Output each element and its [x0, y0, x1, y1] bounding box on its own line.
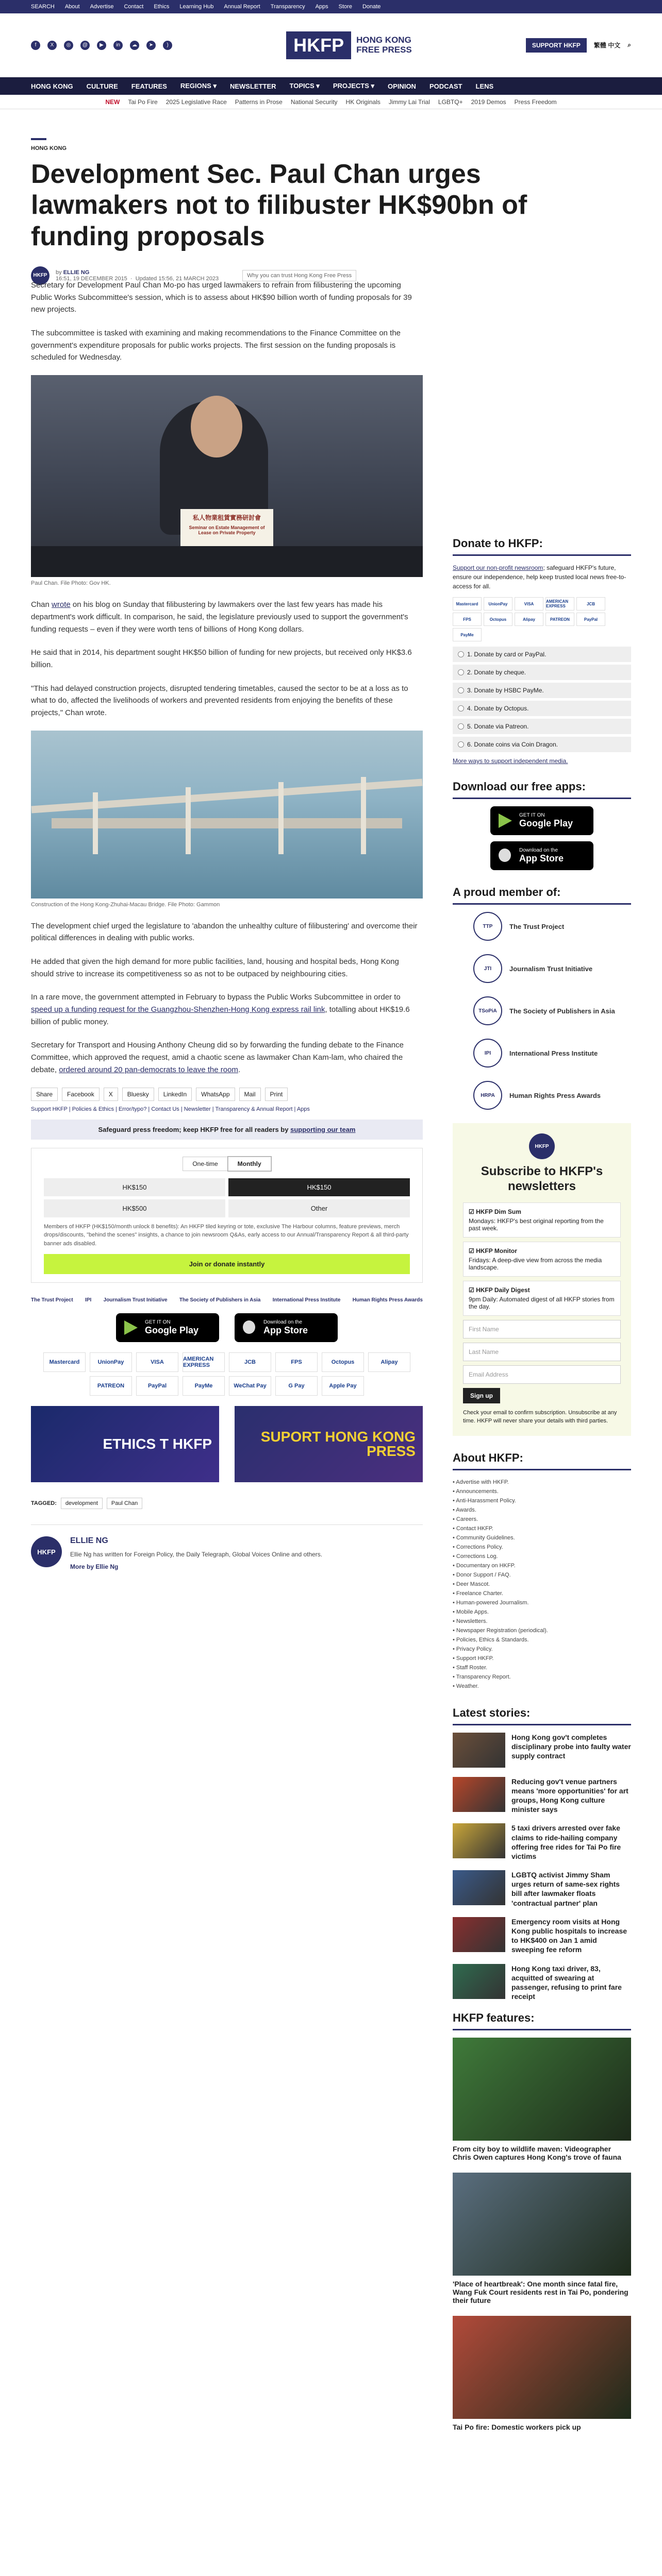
newsletter-desc: 9pm Daily: Automated digest of all HKFP stories from the day.: [469, 1295, 615, 1310]
newsletter-option[interactable]: [463, 1202, 621, 1238]
author-avatar[interactable]: HKFP: [31, 266, 49, 285]
payment-logo: JCB: [576, 597, 605, 611]
trending-link[interactable]: National Security: [290, 98, 338, 106]
story-thumb: [453, 1917, 505, 1952]
latest-story[interactable]: [453, 1823, 631, 1861]
partner-logo[interactable]: The Society of Publishers in Asia: [179, 1297, 261, 1303]
latest-story[interactable]: [453, 1870, 631, 1908]
newsletter-heading: Subscribe to HKFP's newsletters: [481, 1164, 603, 1193]
author-avatar-large[interactable]: HKFP: [31, 1536, 62, 1567]
topbar-link[interactable]: Transparency: [270, 4, 305, 10]
member-name: The Trust Project: [509, 922, 565, 930]
about-link[interactable]: • Transparency Report.: [453, 1673, 511, 1680]
kicker-bar: [31, 138, 46, 140]
paragraph: Secretary for Development Paul Chan Mo-po has urged lawmakers to refrain from filibustering the upcoming Public Works Subcommittee's session, which is to assess about HK$90 billion worth of funding proposals for 39 new projects.: [31, 281, 412, 314]
payment-logo: Alipay: [368, 1352, 410, 1372]
podium-sign: 私人物業租賃實務研討會 Seminar on Estate Management of Lease on Private Property: [180, 509, 273, 550]
latest-story[interactable]: [453, 1733, 631, 1768]
payment-logo: G Pay: [275, 1376, 318, 1396]
about-link[interactable]: • Staff Roster.: [453, 1664, 488, 1671]
member-name: Journalism Trust Initiative: [509, 964, 593, 973]
trending-link[interactable]: Press Freedom: [514, 98, 557, 106]
topbar-link[interactable]: SEARCH: [31, 4, 55, 10]
payment-logo: Mastercard: [43, 1352, 86, 1372]
trending-link[interactable]: LGBTQ+: [438, 98, 463, 106]
about-list: [453, 1478, 631, 1691]
amount-other[interactable]: Other: [228, 1199, 410, 1217]
newsletter-desc: Mondays: HKFP's best original reporting from the past week.: [469, 1217, 604, 1232]
article-photo-chan: [31, 375, 423, 577]
sidebar: [453, 537, 631, 2443]
more-by-author[interactable]: More by Ellie Ng: [70, 1563, 119, 1570]
donate-widget: [31, 1148, 423, 1283]
rss-icon[interactable]: ): [163, 41, 172, 50]
paragraph: "This had delayed construction projects, disrupted tendering timetables, caused the sector to be at a loss as to what to do, affected the livelihoods of workers and prevented residents from enjoying the benefits of these projects," Chan wrote.: [31, 684, 408, 717]
newsletter-name: ☑ HKFP Monitor: [469, 1247, 517, 1255]
partner-logo[interactable]: Journalism Trust Initiative: [103, 1297, 168, 1303]
google-play-badge[interactable]: GET IT ON Google Play: [490, 806, 593, 835]
payment-logo: AMERICAN EXPRESS: [183, 1352, 225, 1372]
nav-item[interactable]: PROJECTS ▾: [333, 82, 375, 90]
trending-label: NEW: [105, 98, 120, 106]
youtube-icon[interactable]: ▶: [97, 41, 106, 50]
logo-text: HONG KONG FREE PRESS: [356, 35, 412, 55]
support-button[interactable]: SUPPORT HKFP: [526, 38, 587, 53]
topbar-link[interactable]: Contact: [124, 4, 144, 10]
donate-intro-link[interactable]: Support our non-profit newsroom: [453, 564, 543, 571]
about-link[interactable]: • Donor Support / FAQ.: [453, 1571, 511, 1578]
story-title[interactable]: LGBTQ activist Jimmy Sham urges return of same-sex rights bill after lawmaker floats 'contractual partner' plan: [511, 1871, 620, 1907]
member-logo: IPI: [473, 1039, 502, 1067]
telegram-icon[interactable]: ➤: [146, 41, 156, 50]
partner-logo[interactable]: Human Rights Press Awards: [352, 1297, 423, 1303]
payment-logo: PayPal: [136, 1376, 178, 1396]
member-heading: A proud member of:: [453, 886, 631, 905]
story-title[interactable]: Reducing gov't venue partners means 'more opportunities' for art groups, Hong Kong culture minister says: [511, 1777, 628, 1814]
topbar-link[interactable]: Annual Report: [224, 4, 260, 10]
about-link[interactable]: • Anti-Harassment Policy.: [453, 1497, 516, 1504]
google-play-badge[interactable]: GET IT ON Google Play: [116, 1313, 219, 1342]
donate-options: [453, 647, 631, 752]
email-input[interactable]: Email Address: [463, 1365, 621, 1384]
paragraph: Secretary for Transport and Housing Anthony Cheung did so by forwarding the funding debate to the Finance Committee, which approved the request, amid a chaotic scene as lawmaker Chan Kam-lam, who chaired the debate, ordered around 20 pan-democrats to leave the room.: [31, 1041, 404, 1074]
amount-option[interactable]: HK$500: [44, 1199, 225, 1217]
share-button[interactable]: WhatsApp: [196, 1088, 235, 1101]
payment-logo: WeChat Pay: [229, 1376, 271, 1396]
latest-heading: Latest stories:: [453, 1706, 631, 1725]
payment-logo: JCB: [229, 1352, 271, 1372]
payment-logo: FPS: [453, 613, 482, 626]
about-link[interactable]: • Careers.: [453, 1516, 478, 1522]
partner-logos: [31, 1297, 423, 1303]
photo-caption: Construction of the Hong Kong-Zhuhai-Macau Bridge. File Photo: Gammon: [31, 901, 220, 908]
app-store-badge[interactable]: Download on the App Store: [490, 841, 593, 870]
member-logo: TSoPiA: [473, 996, 502, 1025]
paragraph: The development chief urged the legislature to 'abandon the unhealthy culture of filibustering' and overcome their political differences in dealing with public works.: [31, 921, 418, 943]
payment-logo: PayMe: [453, 628, 482, 641]
story-title[interactable]: Hong Kong taxi driver, 83, acquitted of swearing at passenger, refusing to print fare receipt: [511, 1964, 622, 2001]
trending-link[interactable]: HK Originals: [345, 98, 380, 106]
about-link[interactable]: • Newspaper Registration (periodical).: [453, 1627, 548, 1634]
promo-banners: [31, 1406, 423, 1482]
newsletter-name: ☑ HKFP Dim Sum: [469, 1208, 521, 1215]
site-header: [0, 13, 662, 77]
paragraph: In a rare move, the government attempted in February to bypass the Public Works Subcommittee in order to speed up a funding request for the Guangzhou-Shenzhen-Hong Kong express rail link, totalling about HK$19.6 billion of public money.: [31, 993, 410, 1026]
category-kicker[interactable]: HONG KONG: [31, 145, 67, 151]
donate-heading: Donate to HKFP:: [453, 537, 631, 556]
payment-logo: PayMe: [183, 1376, 225, 1396]
inline-link[interactable]: speed up a funding request for the Guangzhou-Shenzhen-Hong Kong express rail link: [31, 1005, 325, 1014]
inline-link[interactable]: wrote: [52, 600, 71, 609]
donate-option[interactable]: 6. Donate coins via Coin Dragon.: [453, 737, 631, 752]
nav-item[interactable]: FEATURES: [131, 82, 167, 90]
newsletter-box: [453, 1123, 631, 1436]
payment-methods: [31, 1352, 423, 1396]
social-links: [31, 41, 172, 50]
article-photo-bridge: [31, 731, 423, 899]
topbar-link[interactable]: About: [64, 4, 80, 10]
trending-link[interactable]: 2025 Legislative Race: [166, 98, 227, 106]
member-org[interactable]: [473, 954, 631, 983]
instagram-icon[interactable]: ◎: [64, 41, 73, 50]
payment-logo: PATREON: [90, 1376, 132, 1396]
article-title: Development Sec. Paul Chan urges lawmakers not to filibuster HK$90bn of funding proposals: [31, 159, 527, 251]
partner-logo[interactable]: International Press Institute: [272, 1297, 341, 1303]
first-name-input[interactable]: First Name: [463, 1320, 621, 1338]
about-link[interactable]: • Contact HKFP.: [453, 1525, 493, 1532]
topbar-link[interactable]: Ethics: [154, 4, 170, 10]
search-icon[interactable]: ⌕: [627, 41, 631, 48]
payment-logo: Octopus: [484, 613, 512, 626]
last-name-input[interactable]: Last Name: [463, 1343, 621, 1361]
author-link[interactable]: ELLIE NG: [63, 269, 90, 276]
about-link[interactable]: • Human-powered Journalism.: [453, 1599, 529, 1606]
topbar-link[interactable]: Donate: [362, 4, 381, 10]
footer-links[interactable]: Support HKFP | Policies & Ethics | Error/typo? | Contact Us | Newsletter | Transparency & Annual Report | Apps: [31, 1106, 310, 1112]
payment-logo: Apple Pay: [322, 1376, 364, 1396]
member-name: Human Rights Press Awards: [509, 1091, 601, 1099]
payment-logo: Octopus: [322, 1352, 364, 1372]
donate-option[interactable]: 4. Donate by Octopus.: [453, 701, 631, 716]
latest-stories: [453, 1733, 631, 2002]
nav-item[interactable]: HONG KONG: [31, 82, 73, 90]
donate-option[interactable]: 5. Donate via Patreon.: [453, 719, 631, 734]
story-thumb: [453, 1777, 505, 1812]
support-team-link[interactable]: supporting our team: [290, 1125, 356, 1133]
about-link[interactable]: • Newsletters.: [453, 1618, 488, 1624]
topbar-link[interactable]: Store: [338, 4, 352, 10]
paragraph: The subcommittee is tasked with examining and making recommendations to the Finance Committee on the government's expenditure proposals for public works projects. The first session on the funding proposals is scheduled for Wednesday.: [31, 329, 401, 362]
topbar-link[interactable]: Apps: [315, 4, 328, 10]
app-store-badge[interactable]: Download on the App Store: [235, 1313, 338, 1342]
newsletter-name: ☑ HKFP Daily Digest: [469, 1286, 530, 1294]
one-time-toggle[interactable]: One-time: [183, 1157, 227, 1171]
about-link[interactable]: • Corrections Policy.: [453, 1544, 503, 1550]
partner-logo[interactable]: IPI: [85, 1297, 92, 1303]
member-logo: JTI: [473, 954, 502, 983]
about-link[interactable]: • Community Guidelines.: [453, 1534, 515, 1541]
trust-link[interactable]: Why you can trust Hong Kong Free Press: [242, 270, 356, 281]
author-box: [31, 1524, 423, 1570]
ethics-banner[interactable]: ETHICS T HKFP: [31, 1406, 219, 1482]
trending-link[interactable]: Patterns in Prose: [235, 98, 283, 106]
payment-logo: VISA: [515, 597, 543, 611]
feature-image[interactable]: [453, 2038, 631, 2141]
newsletter-note: Check your email to confirm subscription. Unsubscribe at any time. HKFP will never share your details with third parties.: [463, 1409, 617, 1425]
payment-logo: PayPal: [576, 613, 605, 626]
trending-link[interactable]: 2019 Demos: [471, 98, 506, 106]
share-button[interactable]: Bluesky: [122, 1088, 154, 1101]
byline: HKFP by ELLIE NG 16:51, 19 DECEMBER 2015 · Updated 15:56, 21 MARCH 2023 Why you can trust Hong Kong Free Press: [31, 266, 629, 285]
safeguard-banner: Safeguard press freedom; keep HKFP free for all readers by supporting our team: [31, 1120, 423, 1140]
payment-logo: AMERICAN EXPRESS: [545, 597, 574, 611]
member-org[interactable]: [473, 1081, 631, 1110]
member-benefits: Members of HKFP (HK$150/month unlock 8 benefits): An HKFP tiled keyring or tote, exclusive The Harbour columns, feature previews, merch drops/discounts, "behind the scenes" insights, a chance to join newsroom Q&As, early access to our Annual/Transparency Report & all third-party banner ads disabled.: [44, 1223, 409, 1247]
nav-item[interactable]: OPINION: [388, 82, 416, 90]
author-name[interactable]: ELLIE NG: [70, 1536, 108, 1545]
payment-logo: UnionPay: [484, 597, 512, 611]
latest-story[interactable]: [453, 1777, 631, 1815]
about-link[interactable]: • Mobile Apps.: [453, 1608, 489, 1615]
logo-mark: HKFP: [286, 31, 351, 59]
member-name: The Society of Publishers in Asia: [509, 1007, 615, 1015]
donate-option[interactable]: 1. Donate by card or PayPal.: [453, 647, 631, 662]
story-thumb: [453, 1823, 505, 1858]
trending-link[interactable]: Jimmy Lai Trial: [388, 98, 430, 106]
story-thumb: [453, 1870, 505, 1905]
payment-logo: Mastercard: [453, 597, 482, 611]
paragraph: He added that given the high demand for more public facilities, land, housing and hospital beds, Hong Kong should strive to increase its competitiveness so as not to be outpaced by neighbouring cities.: [31, 957, 399, 978]
nav-item[interactable]: TOPICS ▾: [289, 82, 320, 90]
about-link[interactable]: • Weather.: [453, 1683, 479, 1689]
about-link[interactable]: • Privacy Policy.: [453, 1646, 493, 1652]
publish-date: 16:51, 19 DECEMBER 2015: [56, 275, 127, 282]
nav-item[interactable]: PODCAST: [429, 82, 462, 90]
share-bar: [31, 1088, 423, 1101]
about-link[interactable]: • Support HKFP.: [453, 1655, 494, 1662]
member-org[interactable]: [473, 912, 631, 941]
tag[interactable]: development: [61, 1498, 103, 1509]
nav-item[interactable]: NEWSLETTER: [229, 82, 276, 90]
latest-story[interactable]: [453, 1917, 631, 1955]
signup-button[interactable]: Sign up: [463, 1388, 500, 1403]
feature-title[interactable]: 'Place of heartbreak': One month since fatal fire, Wang Fuk Court residents rest in Tai Po, pondering their future: [453, 2280, 628, 2305]
payment-logo: VISA: [136, 1352, 178, 1372]
photo-caption: Paul Chan. File Photo: Gov HK.: [31, 580, 111, 587]
feature-title[interactable]: Tai Po fire: Domestic workers pick up: [453, 2423, 581, 2432]
top-utility-bar: [0, 0, 662, 13]
share-button[interactable]: Facebook: [62, 1088, 100, 1101]
story-thumb: [453, 1733, 505, 1768]
about-heading: About HKFP:: [453, 1451, 631, 1470]
story-title[interactable]: Hong Kong gov't completes disciplinary probe into faulty water supply contract: [511, 1733, 631, 1760]
member-name: International Press Institute: [509, 1049, 598, 1057]
paragraph: He said that in 2014, his department sought HK$50 billion of funding for new projects, but received only HK$3.6 billion.: [31, 648, 412, 669]
donate-intro: Support our non-profit newsroom; safeguard HKFP's future, ensure our independence, help keep trusted local news free-to-access for all.: [453, 564, 626, 590]
share-button[interactable]: Mail: [239, 1088, 261, 1101]
features-heading: HKFP features:: [453, 2011, 631, 2030]
payment-logo: UnionPay: [90, 1352, 132, 1372]
feature-image[interactable]: [453, 2173, 631, 2276]
paragraph: Chan wrote on his blog on Sunday that filibustering by lawmakers over the last few years has made his department's work difficult. In comparison, he said, the legislature previously used to support the government's funding requests – even if they were worth tens of billions of Hong Kong dollars.: [31, 600, 408, 634]
story-thumb: [453, 1964, 505, 1999]
about-link[interactable]: • Freelance Charter.: [453, 1590, 504, 1597]
more-ways-link[interactable]: More ways to support independent media.: [453, 757, 568, 765]
donate-option[interactable]: 3. Donate by HSBC PayMe.: [453, 683, 631, 698]
inline-link[interactable]: ordered around 20 pan-democrats to leave the room: [59, 1065, 238, 1074]
story-title[interactable]: 5 taxi drivers arrested over fake claims to ride-hailing company offering free rides for Tai Po fire victims: [511, 1824, 621, 1860]
payment-logo: Alipay: [515, 613, 543, 626]
newsletter-option[interactable]: [463, 1242, 621, 1277]
latest-story[interactable]: [453, 1964, 631, 2002]
main-nav: [0, 77, 662, 95]
payment-logo: FPS: [275, 1352, 318, 1372]
updated-date: Updated 15:56, 21 MARCH 2023: [135, 275, 219, 282]
tag[interactable]: Paul Chan: [107, 1498, 142, 1509]
amount-option-selected[interactable]: HK$150: [228, 1178, 410, 1196]
share-button[interactable]: X: [104, 1088, 118, 1101]
about-link[interactable]: • Policies, Ethics & Standards.: [453, 1636, 529, 1643]
article-body: [31, 279, 423, 1570]
lang-toggle[interactable]: 繁體 中文: [593, 42, 621, 49]
about-link[interactable]: • Documentary on HKFP.: [453, 1562, 516, 1569]
author-bio: Ellie Ng has written for Foreign Policy, the Daily Telegraph, Global Voices Online and others.: [70, 1551, 323, 1558]
app-badges: [31, 1313, 423, 1342]
about-link[interactable]: • Advertise with HKFP.: [453, 1479, 509, 1485]
about-link[interactable]: • Announcements.: [453, 1488, 499, 1495]
topbar-link[interactable]: Learning Hub: [179, 4, 214, 10]
newsletter-option[interactable]: [463, 1281, 621, 1316]
member-list: [453, 912, 631, 1110]
feature-image[interactable]: [453, 2316, 631, 2419]
member-org[interactable]: [473, 996, 631, 1025]
trending-nav: [0, 95, 662, 109]
member-logo: TTP: [473, 912, 502, 941]
partner-logo[interactable]: The Trust Project: [31, 1297, 73, 1303]
site-logo[interactable]: [286, 31, 412, 59]
topbar-link[interactable]: Advertise: [90, 4, 114, 10]
linkedin-icon[interactable]: in: [113, 41, 123, 50]
share-button[interactable]: LinkedIn: [158, 1088, 192, 1101]
about-link[interactable]: • Deer Mascot.: [453, 1581, 490, 1587]
member-org[interactable]: [473, 1039, 631, 1067]
share-button[interactable]: Share: [31, 1088, 58, 1101]
apps-heading: Download our free apps:: [453, 780, 631, 799]
hkfp-badge: HKFP: [529, 1133, 555, 1159]
amount-option[interactable]: HK$150: [44, 1178, 225, 1196]
x-icon[interactable]: X: [47, 41, 57, 50]
member-logo: HRPA: [473, 1081, 502, 1110]
story-title[interactable]: Emergency room visits at Hong Kong public hospitals to increase to HK$400 on Jan 1 amid sweeping fee reform: [511, 1917, 627, 1954]
payment-icons: [453, 597, 631, 641]
facebook-icon[interactable]: f: [31, 41, 40, 50]
nav-item[interactable]: REGIONS ▾: [180, 82, 217, 90]
trending-link[interactable]: Tai Po Fire: [128, 98, 158, 106]
threads-icon[interactable]: @: [80, 41, 90, 50]
monthly-toggle[interactable]: Monthly: [228, 1157, 271, 1171]
donate-option[interactable]: 2. Donate by cheque.: [453, 665, 631, 680]
about-link[interactable]: • Awards.: [453, 1506, 476, 1513]
nav-item[interactable]: LENS: [475, 82, 494, 90]
share-button[interactable]: Print: [265, 1088, 288, 1101]
features-list: [453, 2038, 631, 2431]
nav-item[interactable]: CULTURE: [86, 82, 118, 90]
payment-logo: PATREON: [545, 613, 574, 626]
newsletter-desc: Fridays: A deep-dive view from across the media landscape.: [469, 1256, 602, 1271]
about-link[interactable]: • Corrections Log.: [453, 1553, 498, 1560]
feature-title[interactable]: From city boy to wildlife maven: Videographer Chris Owen captures Hong Kong's trove of fauna: [453, 2145, 621, 2162]
join-donate-button[interactable]: Join or donate instantly: [44, 1254, 410, 1274]
support-banner[interactable]: SUPORT HONG KONG PRESS: [235, 1406, 423, 1482]
tags: TAGGED: development Paul Chan: [31, 1498, 423, 1509]
bluesky-icon[interactable]: ☁: [130, 41, 139, 50]
